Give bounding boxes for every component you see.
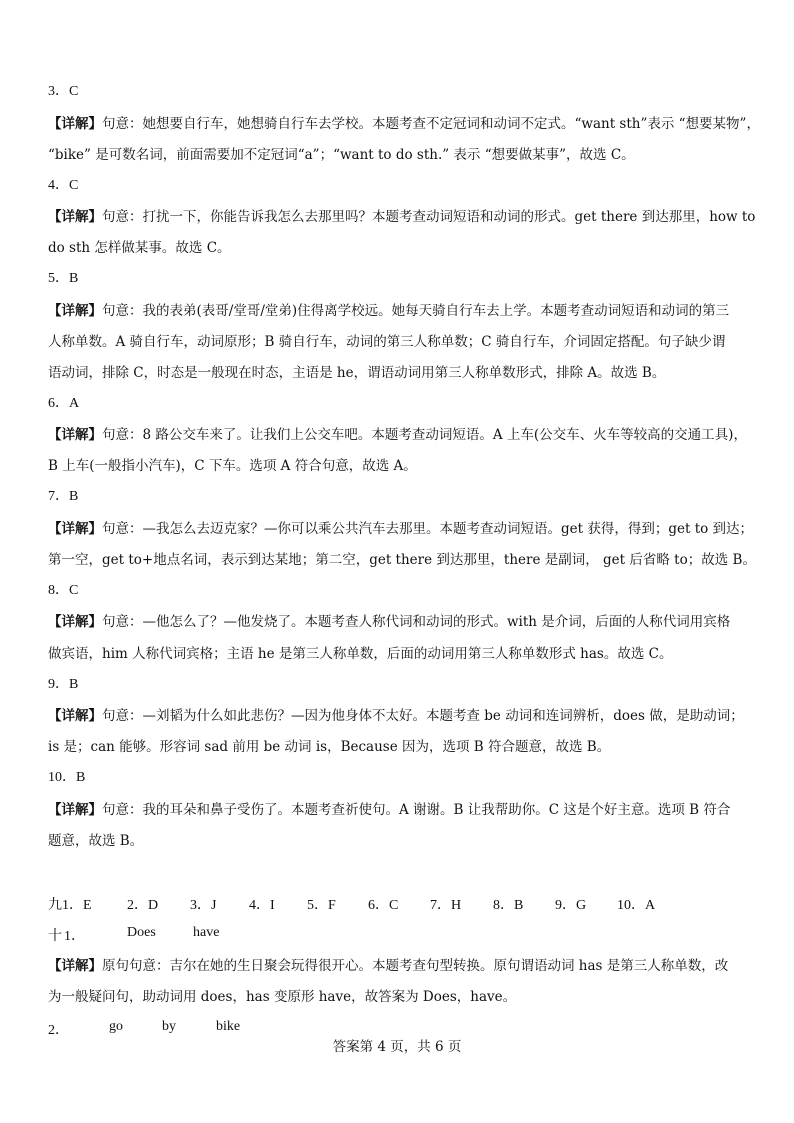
question-number: 8．C: [48, 583, 79, 598]
question-number: 6．A: [48, 396, 80, 411]
detail-tag: 【详解】: [48, 802, 102, 818]
detail-tag: 【详解】: [48, 303, 102, 319]
page-footer: 答案第 4 页，共 6 页: [332, 1039, 462, 1055]
explanation-text: 句意：我的耳朵和鼻子受伤了。本题考查祈使句。A 谢谢。B 让我帮助你。C 这是个好主意。选项 B 符合: [102, 802, 731, 818]
explanation-line: is 是；can 能够。形容词 sad 前用 be 动词 is，Because 因为，选项 B 符合题意，故选 B。: [48, 739, 611, 755]
detail-tag: 【详解】: [48, 521, 102, 537]
answer-item: 8．B: [493, 898, 524, 913]
explanation-text: 句意：8 路公交车来了。让我们上公交车吧。本题考查动词短语。A 上车(公交车、火车等较高的交通工具)，: [102, 427, 747, 443]
explanation-line: do sth 怎样做某事。故选 C。: [48, 240, 231, 256]
explanation-line: [48, 707, 744, 725]
explanation-line: “bike” 是可数名词，前面需要加不定冠词“a”；“want to do sth.” 表示 “想要做某事”，故选 C。: [48, 147, 635, 163]
answer-item: 7．H: [430, 898, 462, 913]
explanation-line: [48, 115, 760, 133]
answer-item: Does: [127, 925, 156, 940]
explanation-line: 语动词，排除 C，时态是一般现在时态，主语是 he，谓语动词用第三人称单数形式，排除 A。故选 B。: [48, 365, 666, 381]
answer-item: bike: [216, 1019, 241, 1034]
detail-tag: 【详解】: [48, 958, 102, 974]
explanation-line: [48, 520, 753, 538]
explanation-line: [48, 208, 755, 226]
answer-item: 2．D: [127, 898, 159, 913]
answer-item: by: [162, 1019, 176, 1034]
explanation-text: 句意：—他怎么了？—他发烧了。本题考查人称代词和动词的形式。with 是介词，后面的人称代词用宾格: [102, 614, 731, 630]
part-label: 九: [48, 898, 62, 913]
explanation-line: [48, 426, 747, 444]
answer-item: 3．J: [190, 898, 217, 913]
answer-item: 5．F: [307, 898, 336, 913]
question-number: 9．B: [48, 677, 79, 692]
explanation-line: B 上车(一般指小汽车)，C 下车。选项 A 符合句意，故选 A。: [48, 458, 417, 474]
explanation-line: 做宾语，him 人称代词宾格；主语 he 是第三人称单数，后面的动词用第三人称单数形式 has。故选 C。: [48, 646, 673, 662]
detail-tag: 【详解】: [48, 614, 102, 630]
answer-item: go: [109, 1019, 123, 1034]
answer-item: 6．C: [368, 898, 399, 913]
part-label: 十: [48, 929, 62, 944]
explanation-line: [48, 302, 729, 320]
explanation-line: 为一般疑问句，助动词用 does，has 变原形 have，故答案为 Does，have。: [48, 989, 517, 1005]
explanation-text: 原句句意：吉尔在她的生日聚会玩得很开心。本题考查句型转换。原句谓语动词 has 是第三人称单数，改: [102, 958, 729, 974]
detail-tag: 【详解】: [48, 708, 102, 724]
explanation-line: [48, 957, 728, 975]
explanation-text: 句意：我的表弟(表哥/堂哥/堂弟)住得离学校远。她每天骑自行车去上学。本题考查动词短语和动词的第三: [102, 303, 730, 319]
answer-item: 4．I: [249, 898, 275, 913]
detail-tag: 【详解】: [48, 427, 102, 443]
explanation-line: 人称单数。A 骑自行车，动词原形；B 骑自行车，动词的第三人称单数；C 骑自行车，介词固定搭配。句子缺少谓: [48, 334, 726, 350]
question-number: 1．: [64, 929, 85, 944]
explanation-text: 句意：—刘韬为什么如此悲伤？—因为他身体不太好。本题考查 be 动词和连词辨析，does 做，是助动词；: [102, 708, 744, 724]
explanation-line: [48, 801, 730, 819]
explanation-line: [48, 613, 730, 631]
question-number: 5．B: [48, 271, 79, 286]
question-number: 2．: [48, 1023, 69, 1038]
detail-tag: 【详解】: [48, 209, 102, 225]
explanation-text: 句意：打扰一下，你能告诉我怎么去那里吗？本题考查动词短语和动词的形式。get there 到达那里，how to: [102, 209, 756, 225]
answer-item: 1．E: [62, 898, 92, 913]
answer-item: 10．A: [617, 898, 656, 913]
explanation-line: 第一空，get to+地点名词，表示到达某地；第二空，get there 到达那里，there 是副词， get 后省略 to；故选 B。: [48, 552, 756, 568]
question-number: 7．B: [48, 489, 79, 504]
explanation-text: 句意：她想要自行车，她想骑自行车去学校。本题考查不定冠词和动词不定式。“want sth”表示 “想要某物”，: [102, 116, 760, 132]
question-number: 10．B: [48, 770, 86, 785]
answer-item: have: [193, 925, 220, 940]
detail-tag: 【详解】: [48, 116, 102, 132]
explanation-line: 题意，故选 B。: [48, 833, 144, 849]
question-number: 3．C: [48, 84, 79, 99]
answer-item: 9．G: [555, 898, 587, 913]
question-number: 4．C: [48, 178, 79, 193]
explanation-text: 句意：—我怎么去迈克家？—你可以乘公共汽车去那里。本题考查动词短语。get 获得，得到；get to 到达；: [102, 521, 754, 537]
